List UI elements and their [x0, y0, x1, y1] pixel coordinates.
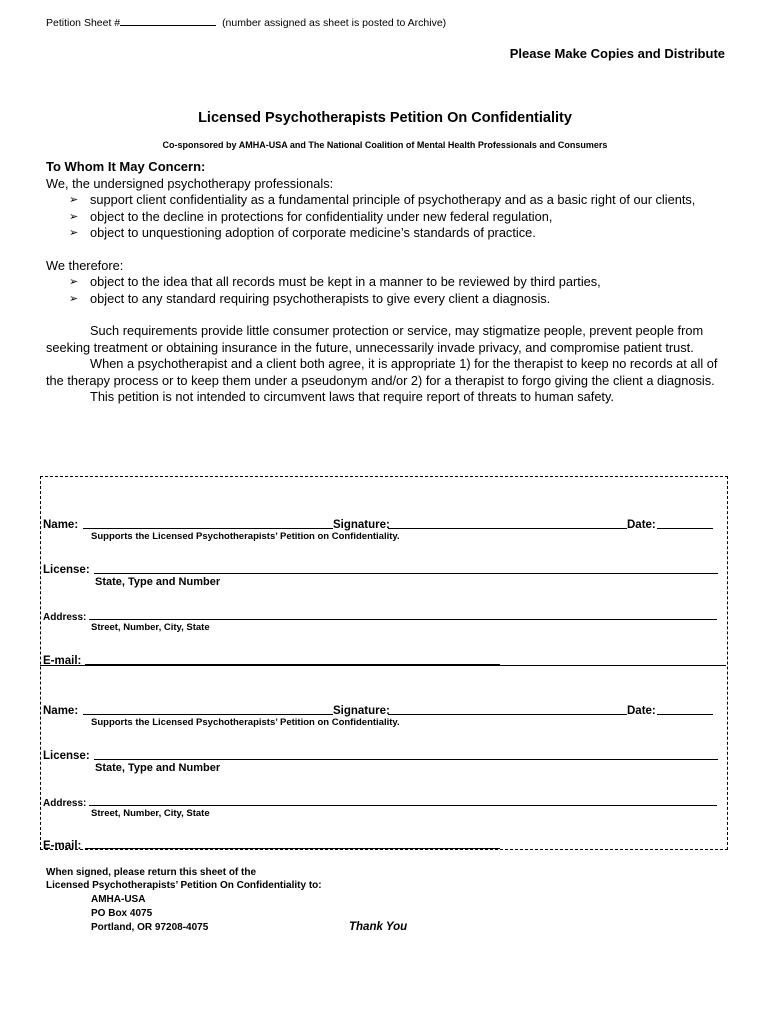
paragraph-agreement: When a psychotherapist and a client both agree, it is appropriate 1) for the therapist to keep no records at all of the therapy process or to keep them under a pseudonym and/or 2) for a therapist to forgo giving the client a diagnosis. — [46, 356, 718, 388]
arrow-bullet-icon: ➢ — [69, 292, 79, 305]
distribute-note: Please Make Copies and Distribute — [509, 46, 725, 61]
city-line: Portland, OR 97208-4075 — [91, 922, 209, 933]
objection-list-1 — [46, 192, 726, 242]
cosponsor-line: Co-sponsored by AMHA-USA and The National Coalition of Mental Health Professionals and Consumers — [162, 140, 608, 150]
list-item: ➢ object to the idea that all records must be kept in a manner to be reviewed by third parties, — [69, 274, 601, 289]
signer-2-signature-field[interactable] — [388, 714, 627, 715]
signer-1-date-field[interactable] — [657, 528, 713, 529]
list-item: ➢ object to the decline in protections for confidentiality under new federal regulation, — [69, 208, 553, 224]
org-name: AMHA-USA — [91, 894, 146, 905]
list-item: ➢ object to any standard requiring psychotherapists to give every client a diagnosis. — [69, 290, 551, 306]
thank-you-text: Thank You — [349, 921, 408, 933]
signer-1-name-label: Name: — [43, 519, 79, 531]
signer-2-supports-note: Supports the Licensed Psychotherapists’ Petition on Confidentiality. — [91, 717, 400, 728]
list-item: ➢ support client confidentiality as a fundamental principle of psychotherapy and as a basic right of our clients, — [69, 192, 696, 207]
signer-1-license-note: State, Type and Number — [95, 576, 221, 588]
signer-2-name-field[interactable] — [83, 714, 333, 715]
signer-1-address-field[interactable] — [89, 619, 717, 620]
signer-2-license-note: State, Type and Number — [95, 762, 221, 774]
paragraph-requirements: Such requirements provide little consumer protection or service, may stigmatize people, prevent people from seeking treatment or obtaining insurance in the future, unnecessarily invade privacy, and compromise patient trust. — [46, 323, 704, 355]
therefore-text: We therefore: — [46, 257, 124, 273]
signer-1-supports-note: Supports the Licensed Psychotherapists’ Petition on Confidentiality. — [91, 531, 400, 542]
signer-2-name-label: Name: — [43, 705, 79, 717]
signature-form-box — [40, 476, 728, 850]
signer-2-license-label: License: — [43, 750, 90, 762]
signer-2-address-note: Street, Number, City, State — [91, 808, 210, 819]
signer-2-address-field[interactable] — [89, 805, 717, 806]
page-title: Licensed Psychotherapists Petition On Confidentiality — [198, 110, 572, 126]
salutation: To Whom It May Concern: — [46, 159, 206, 174]
sheet-note: (number assigned as sheet is posted to Archive) — [222, 17, 447, 29]
signer-1-signature-label: Signature: — [333, 519, 390, 531]
arrow-bullet-icon: ➢ — [69, 210, 79, 223]
signer-2-email-field[interactable] — [85, 848, 500, 849]
list-item: ➢ object to unquestioning adoption of corporate medicine’s standards of practice. — [69, 225, 536, 240]
signer-1-license-label: License: — [43, 564, 90, 576]
signer-2-date-label: Date: — [627, 705, 656, 717]
return-address — [91, 893, 208, 935]
signer-1-license-field[interactable] — [94, 573, 718, 574]
signer-2-license-field[interactable] — [94, 759, 718, 760]
sheet-label: Petition Sheet # — [46, 17, 121, 29]
intro-text: We, the undersigned psychotherapy professionals: — [46, 175, 334, 191]
objection-list-2 — [46, 274, 726, 307]
entry-divider — [40, 665, 726, 666]
signer-1-signature-field[interactable] — [388, 528, 627, 529]
petition-sheet-number-line — [46, 17, 446, 29]
petition-body — [46, 159, 726, 406]
signer-1-address-label: Address: — [43, 612, 87, 623]
signer-2-date-field[interactable] — [657, 714, 713, 715]
signer-2-email-label: E-mail: — [43, 840, 82, 852]
po-box: PO Box 4075 — [91, 908, 153, 919]
paragraph-disclaimer: This petition is not intended to circumvent laws that require report of threats to human safety. — [90, 389, 614, 404]
signer-1-email-label: E-mail: — [43, 655, 82, 667]
return-instructions: When signed, please return this sheet of the Licensed Psychotherapists’ Petition On Confidentiality to: — [46, 867, 322, 891]
sheet-number-field[interactable] — [120, 25, 216, 26]
signer-2-signature-label: Signature: — [333, 705, 390, 717]
arrow-bullet-icon: ➢ — [69, 227, 79, 239]
arrow-bullet-icon: ➢ — [69, 194, 79, 206]
signer-2-address-label: Address: — [43, 798, 87, 809]
signer-1-name-field[interactable] — [83, 528, 333, 529]
arrow-bullet-icon: ➢ — [69, 276, 79, 288]
signer-1-date-label: Date: — [627, 519, 656, 531]
signer-1-address-note: Street, Number, City, State — [91, 622, 210, 633]
